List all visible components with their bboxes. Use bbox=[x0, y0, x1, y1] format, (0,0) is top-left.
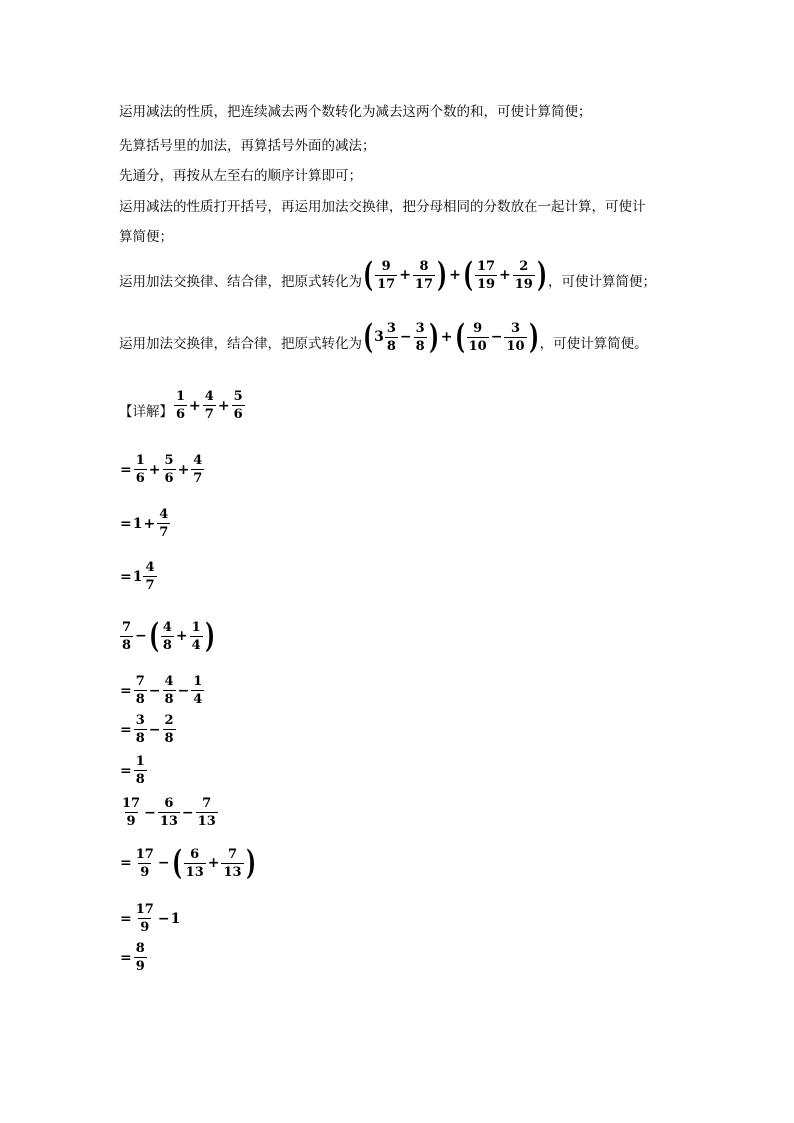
fraction: $\frac{17}{9}$ bbox=[135, 846, 154, 880]
fraction: $\frac{8}{17}$ bbox=[414, 258, 434, 292]
plus-sign: + bbox=[399, 267, 411, 283]
calc2-step1 bbox=[119, 674, 205, 707]
detail-label: 【详解】 bbox=[119, 404, 173, 420]
minus-sign: − bbox=[157, 910, 170, 927]
plus-sign: + bbox=[207, 855, 220, 871]
equals-sign: = bbox=[120, 682, 132, 699]
minus-sign: − bbox=[181, 804, 194, 821]
paren-left: ( bbox=[171, 843, 182, 883]
equals-sign: = bbox=[120, 762, 132, 779]
minus-sign: − bbox=[135, 628, 147, 644]
equals-sign: = bbox=[120, 515, 132, 532]
line7-suffix: ，可使计算简便。 bbox=[539, 336, 648, 352]
fraction: $\frac{3}{10}$ bbox=[506, 320, 525, 354]
fraction: $\frac{4}{7}$ bbox=[193, 453, 203, 486]
fraction: $\frac{7}{13}$ bbox=[197, 796, 216, 829]
fraction: $\frac{1}{6}$ bbox=[135, 453, 145, 486]
plus-sign: + bbox=[217, 397, 230, 414]
equals-sign: = bbox=[120, 568, 132, 585]
plus-sign: + bbox=[189, 397, 201, 414]
paren-right: ) bbox=[245, 843, 256, 883]
fraction: $\frac{4}{7}$ bbox=[204, 389, 214, 422]
fraction: $\frac{1}{8}$ bbox=[135, 754, 145, 787]
calc1-question bbox=[119, 389, 246, 422]
fraction: $\frac{6}{13}$ bbox=[185, 846, 204, 880]
explanation-line-2: 先算括号里的加法，再算括号外面的减法； bbox=[119, 138, 376, 154]
line7-prefix: 运用加法交换律，结合律，把原式转化为 bbox=[119, 336, 362, 352]
fraction: $\frac{4}{8}$ bbox=[164, 674, 174, 707]
explanation-line-1: 运用减法的性质，把连续减去两个数转化为减去这两个数的和，可使计算简便； bbox=[119, 104, 592, 120]
calc3-question bbox=[119, 796, 219, 829]
fraction: $\frac{2}{19}$ bbox=[514, 258, 533, 292]
paren-left: ( bbox=[454, 317, 465, 357]
equals-sign: = bbox=[120, 910, 132, 927]
explanation-line-3: 先通分，再按从左至右的顺序计算即可； bbox=[119, 168, 362, 184]
fraction: $\frac{7}{13}$ bbox=[223, 846, 242, 880]
paren-left: ( bbox=[363, 317, 373, 357]
paren-left: ( bbox=[463, 255, 473, 295]
plus-sign: + bbox=[148, 461, 161, 478]
fraction: $\frac{3}{8}$ bbox=[135, 713, 145, 746]
fraction: $\frac{9}{17}$ bbox=[377, 258, 396, 292]
paren-right: ) bbox=[437, 255, 447, 295]
equals-sign: = bbox=[120, 949, 132, 966]
minus-sign: − bbox=[144, 804, 156, 821]
integer: 1 bbox=[132, 568, 143, 585]
fraction: $\frac{7}{8}$ bbox=[135, 674, 145, 707]
fraction: $\frac{4}{7}$ bbox=[145, 560, 155, 593]
integer: 1 bbox=[170, 910, 181, 927]
plus-sign: + bbox=[499, 267, 511, 283]
fraction: $\frac{6}{13}$ bbox=[159, 796, 178, 829]
fraction: $\frac{5}{6}$ bbox=[233, 389, 243, 422]
paren-right: ) bbox=[528, 317, 539, 357]
calc3-step2 bbox=[119, 902, 180, 935]
fraction: $\frac{1}{6}$ bbox=[176, 389, 186, 422]
calc2-step3 bbox=[119, 754, 148, 787]
calc3-step3 bbox=[119, 941, 148, 974]
fraction: $\frac{7}{8}$ bbox=[122, 619, 132, 653]
fraction: $\frac{2}{8}$ bbox=[164, 713, 174, 746]
fraction: $\frac{17}{9}$ bbox=[122, 796, 141, 829]
equals-sign: = bbox=[120, 721, 132, 738]
paren-left: ( bbox=[149, 616, 159, 656]
plus-sign: + bbox=[177, 461, 190, 478]
equals-sign: = bbox=[120, 855, 132, 871]
line6-suffix: ，可使计算简便； bbox=[547, 274, 656, 290]
line6-prefix: 运用加法交换律、结合律，把原式转化为 bbox=[119, 274, 362, 290]
calc1-step3 bbox=[119, 560, 158, 593]
minus-sign: − bbox=[157, 855, 170, 871]
fraction: $\frac{17}{19}$ bbox=[476, 258, 496, 292]
fraction: $\frac{17}{9}$ bbox=[135, 902, 154, 935]
fraction: $\frac{4}{8}$ bbox=[162, 619, 172, 653]
paren-right: ) bbox=[204, 616, 215, 656]
plus-sign: + bbox=[440, 329, 453, 345]
explanation-line-7 bbox=[119, 317, 648, 357]
plus-sign: + bbox=[449, 267, 461, 283]
plus-sign: + bbox=[175, 628, 188, 644]
fraction: $\frac{9}{10}$ bbox=[468, 320, 487, 354]
minus-sign: − bbox=[177, 682, 190, 699]
minus-sign: − bbox=[490, 329, 503, 345]
fraction: $\frac{4}{7}$ bbox=[159, 507, 169, 540]
explanation-line-5: 算简便； bbox=[119, 229, 173, 245]
paren-left: ( bbox=[363, 255, 373, 295]
fraction: $\frac{5}{6}$ bbox=[164, 453, 174, 486]
integer: 1 bbox=[132, 515, 143, 532]
explanation-line-6 bbox=[119, 255, 656, 295]
calc2-step2 bbox=[119, 713, 177, 746]
minus-sign: − bbox=[399, 329, 412, 345]
minus-sign: − bbox=[148, 682, 161, 699]
calc2-question bbox=[119, 616, 216, 656]
fraction: $\frac{1}{4}$ bbox=[193, 674, 203, 707]
equals-sign: = bbox=[120, 461, 132, 478]
calc3-step1 bbox=[119, 843, 257, 883]
calc1-step2 bbox=[119, 507, 171, 540]
fraction: $\frac{3}{8}$ bbox=[386, 320, 396, 354]
calc1-step1 bbox=[119, 453, 205, 486]
paren-right: ) bbox=[537, 255, 547, 295]
explanation-line-4: 运用减法的性质打开括号，再运用加法交换律，把分母相同的分数放在一起计算，可使计 bbox=[119, 199, 646, 215]
fraction: $\frac{1}{4}$ bbox=[191, 619, 201, 653]
mixed-whole: 3 bbox=[374, 329, 384, 345]
fraction: $\frac{8}{9}$ bbox=[135, 941, 145, 974]
paren-right: ) bbox=[428, 317, 439, 357]
fraction: $\frac{3}{8}$ bbox=[415, 320, 425, 354]
plus-sign: + bbox=[143, 515, 156, 532]
minus-sign: − bbox=[148, 721, 161, 738]
